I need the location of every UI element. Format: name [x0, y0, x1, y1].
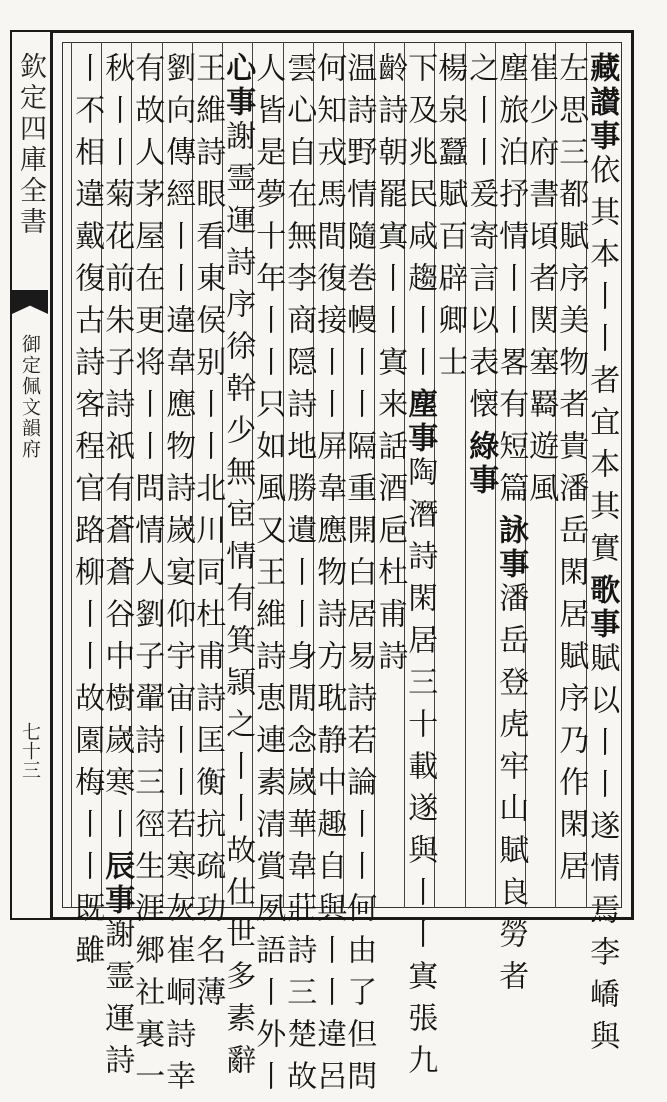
entry-text: 崔少府書頃者関塞羇遊風 [523, 52, 559, 514]
entry-heading: 辰事 [99, 850, 135, 918]
entry-text: 賦以丨丨遂情焉李嶠與 [584, 642, 620, 1062]
text-column [463, 52, 499, 902]
entry-text: 依其本丨丨者宜本其實 [584, 154, 620, 574]
entry-text: 雲心自在無李商隠詩地勝遺丨丨身閒念嵗華韋莊詩三楚故 [281, 52, 317, 1102]
entry-text: 陶潛詩閑居三十載遂與丨丨寘張九 [402, 456, 438, 1086]
text-column [311, 52, 347, 1102]
entry-text: 下及兆民咸趨丨丨 [402, 52, 438, 388]
text-column [432, 52, 468, 902]
text-column [493, 52, 529, 1002]
text-column [69, 52, 105, 976]
text-column [190, 52, 226, 1018]
text-column [523, 52, 559, 902]
entry-heading: 心事 [220, 52, 256, 120]
entry-text: 塵旅泊抒情丨丨畧有短篇 [493, 52, 529, 514]
entry-heading: 綠事 [463, 430, 499, 498]
entry-text: 温詩野情隨巻幔丨丨隔重開白居易詩若論丨丨何由了但問 [341, 52, 377, 1102]
entry-text: 何知戎馬間復接丨丨屏韋應物詩方耽静中趣自與丨丨違呂 [311, 52, 347, 1102]
text-column [372, 52, 408, 902]
page-number: 七十三 [19, 722, 41, 779]
entry-heading: 塵事 [402, 388, 438, 456]
entry-text: 有故人茅屋在更将丨丨問情人劉子翬詩三徑生涯郷社裏一 [129, 52, 165, 1102]
entry-text: 潘岳閑居賦序乃作閑居 [553, 472, 589, 892]
entry-text: 人皆是夢十年丨丨只如風又王維詩恵連素清賞夙語丨外丨 [250, 52, 286, 1102]
entry-heading: 歌事 [584, 574, 620, 642]
text-column [99, 52, 135, 1086]
entry-text: 之丨丨爰寄言以表懐 [463, 52, 499, 430]
entry-text: 謝霊運詩 [99, 918, 135, 1086]
entry-text: 秋丨丨菊花前朱子詩祇有蒼蒼谷中樹嵗寒丨 [99, 52, 135, 850]
entry-text: 王維詩眼看東侯别丨丨北川同杜甫詩匡衡抗疏功名薄 [190, 52, 226, 1018]
entry-heading: 藏 [584, 52, 620, 86]
entry-text: 楊泉蠶賦百辟卿士 [432, 52, 468, 388]
entry-text: 丨不相違戴復古詩客程官路柳丨丨故園梅 [69, 52, 105, 808]
section-title: 御定佩文韻府 [19, 334, 41, 460]
entry-text: 謝霊運詩序徐幹少無宦情有箕頴之丨丨故仕世多素辭 [220, 120, 256, 1086]
entry-heading: 詠事 [493, 514, 529, 582]
text-column [160, 52, 196, 1102]
entry-heading: 讃事 [584, 86, 620, 154]
text-column [584, 52, 620, 1062]
entry-text: 劉向傳經丨丨違韋應物詩嵗宴仰宇宙丨丨若寒灰崔峒詩幸 [160, 52, 196, 1102]
text-column [220, 52, 256, 1086]
text-column [553, 52, 589, 902]
entry-text: 齡詩朝罷寘丨丨寘来話酒巵杜甫詩 [372, 52, 408, 682]
entry-text: 潘岳登虎牢山賦良勞者 [493, 582, 529, 1002]
book-title: 欽定四庫全書 [15, 52, 46, 238]
text-column [341, 52, 377, 1102]
text-column [402, 52, 438, 1086]
entry-text: 丨丨既雖 [69, 808, 105, 976]
text-column [250, 52, 286, 1102]
text-column [129, 52, 165, 1102]
text-column [281, 52, 317, 1102]
entry-text: 左思三都賦序美物者貴 [553, 52, 589, 472]
